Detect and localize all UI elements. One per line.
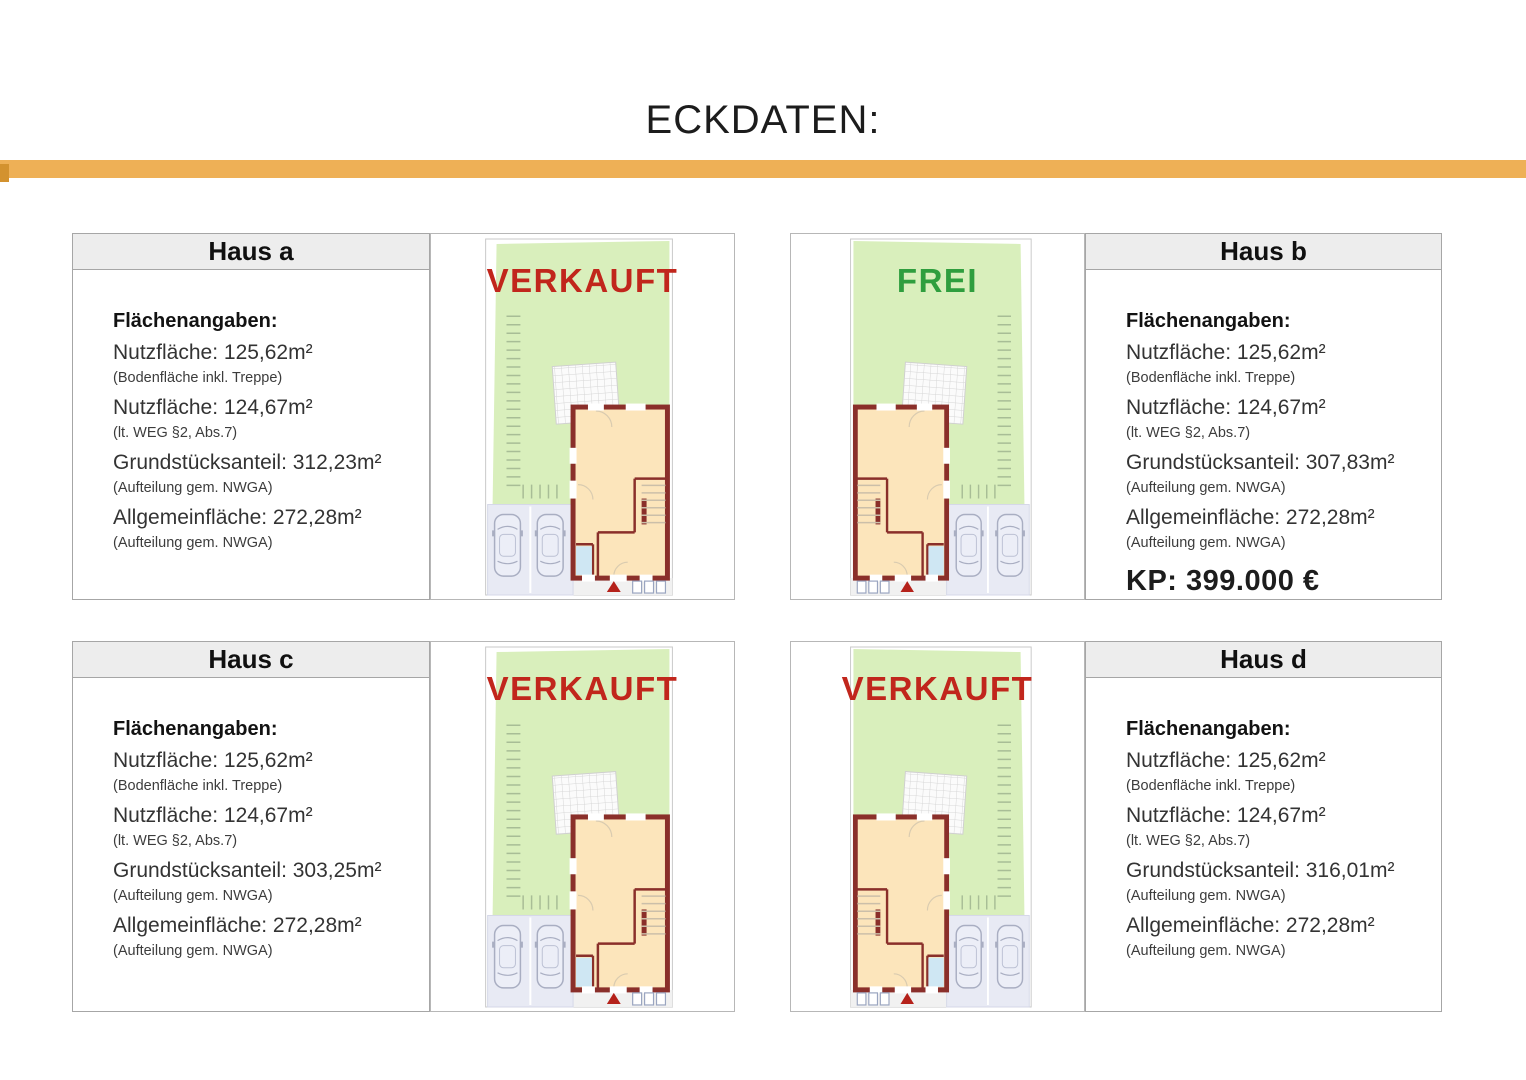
area-note: (lt. WEG §2, Abs.7) — [1126, 833, 1251, 849]
haus-a-title: Haus a — [73, 234, 429, 270]
area-note: (lt. WEG §2, Abs.7) — [1126, 425, 1251, 441]
area-value: Nutzfläche: 125,62m² — [1126, 749, 1326, 772]
area-value: Nutzfläche: 124,67m² — [113, 804, 313, 827]
plan-haus-c — [430, 641, 735, 1012]
area-note: (Bodenfläche inkl. Treppe) — [1126, 778, 1296, 794]
area-note: (Aufteilung gem. NWGA) — [1126, 480, 1286, 496]
area-value: Nutzfläche: 124,67m² — [113, 396, 313, 419]
status-haus-d: VERKAUFT — [841, 670, 1034, 707]
haus-d-details — [1086, 678, 1441, 1011]
status-haus-b: FREI — [896, 262, 979, 299]
haus-b-title: Haus b — [1086, 234, 1441, 270]
status-haus-c: VERKAUFT — [486, 670, 679, 707]
panel-haus-d — [1085, 641, 1442, 1012]
area-value: Grundstücksanteil: 307,83m² — [1126, 451, 1395, 474]
area-note: (Aufteilung gem. NWGA) — [1126, 535, 1286, 551]
page-title: ECKDATEN: — [645, 98, 881, 142]
area-heading: Flächenangaben: — [1126, 310, 1291, 332]
area-note: (Bodenfläche inkl. Treppe) — [1126, 370, 1296, 386]
area-value: Nutzfläche: 125,62m² — [1126, 341, 1326, 364]
haus-c-details — [73, 678, 429, 1011]
plan-haus-a — [430, 233, 735, 600]
status-haus-a: VERKAUFT — [486, 262, 679, 299]
area-value: Nutzfläche: 124,67m² — [1126, 804, 1326, 827]
panel-haus-c — [72, 641, 430, 1012]
area-note: (Aufteilung gem. NWGA) — [113, 480, 273, 496]
area-value: Allgemeinfläche: 272,28m² — [1126, 506, 1375, 529]
area-value: Allgemeinfläche: 272,28m² — [113, 506, 362, 529]
area-heading: Flächenangaben: — [1126, 718, 1291, 740]
area-note: (Bodenfläche inkl. Treppe) — [113, 370, 283, 386]
area-value: Grundstücksanteil: 316,01m² — [1126, 859, 1395, 882]
panel-haus-a — [72, 233, 430, 600]
area-note: (Aufteilung gem. NWGA) — [113, 888, 273, 904]
area-heading: Flächenangaben: — [113, 718, 278, 740]
price-haus-b: KP: 399.000 € — [1126, 565, 1320, 597]
haus-b-details — [1086, 270, 1441, 599]
haus-a-details — [73, 270, 429, 599]
area-value: Nutzfläche: 125,62m² — [113, 749, 313, 772]
accent-bar — [0, 160, 1526, 178]
area-heading: Flächenangaben: — [113, 310, 278, 332]
area-note: (lt. WEG §2, Abs.7) — [113, 425, 238, 441]
area-value: Allgemeinfläche: 272,28m² — [113, 914, 362, 937]
plan-haus-d — [790, 641, 1085, 1012]
plan-haus-b — [790, 233, 1085, 600]
haus-d-title: Haus d — [1086, 642, 1441, 678]
area-note: (Aufteilung gem. NWGA) — [1126, 943, 1286, 959]
area-note: (lt. WEG §2, Abs.7) — [113, 833, 238, 849]
haus-c-title: Haus c — [73, 642, 429, 678]
area-value: Grundstücksanteil: 303,25m² — [113, 859, 382, 882]
area-note: (Aufteilung gem. NWGA) — [1126, 888, 1286, 904]
area-value: Nutzfläche: 125,62m² — [113, 341, 313, 364]
area-value: Nutzfläche: 124,67m² — [1126, 396, 1326, 419]
panel-haus-b — [1085, 233, 1442, 600]
area-note: (Bodenfläche inkl. Treppe) — [113, 778, 283, 794]
area-value: Allgemeinfläche: 272,28m² — [1126, 914, 1375, 937]
area-note: (Aufteilung gem. NWGA) — [113, 535, 273, 551]
area-note: (Aufteilung gem. NWGA) — [113, 943, 273, 959]
area-value: Grundstücksanteil: 312,23m² — [113, 451, 382, 474]
accent-bar-notch — [0, 164, 9, 182]
